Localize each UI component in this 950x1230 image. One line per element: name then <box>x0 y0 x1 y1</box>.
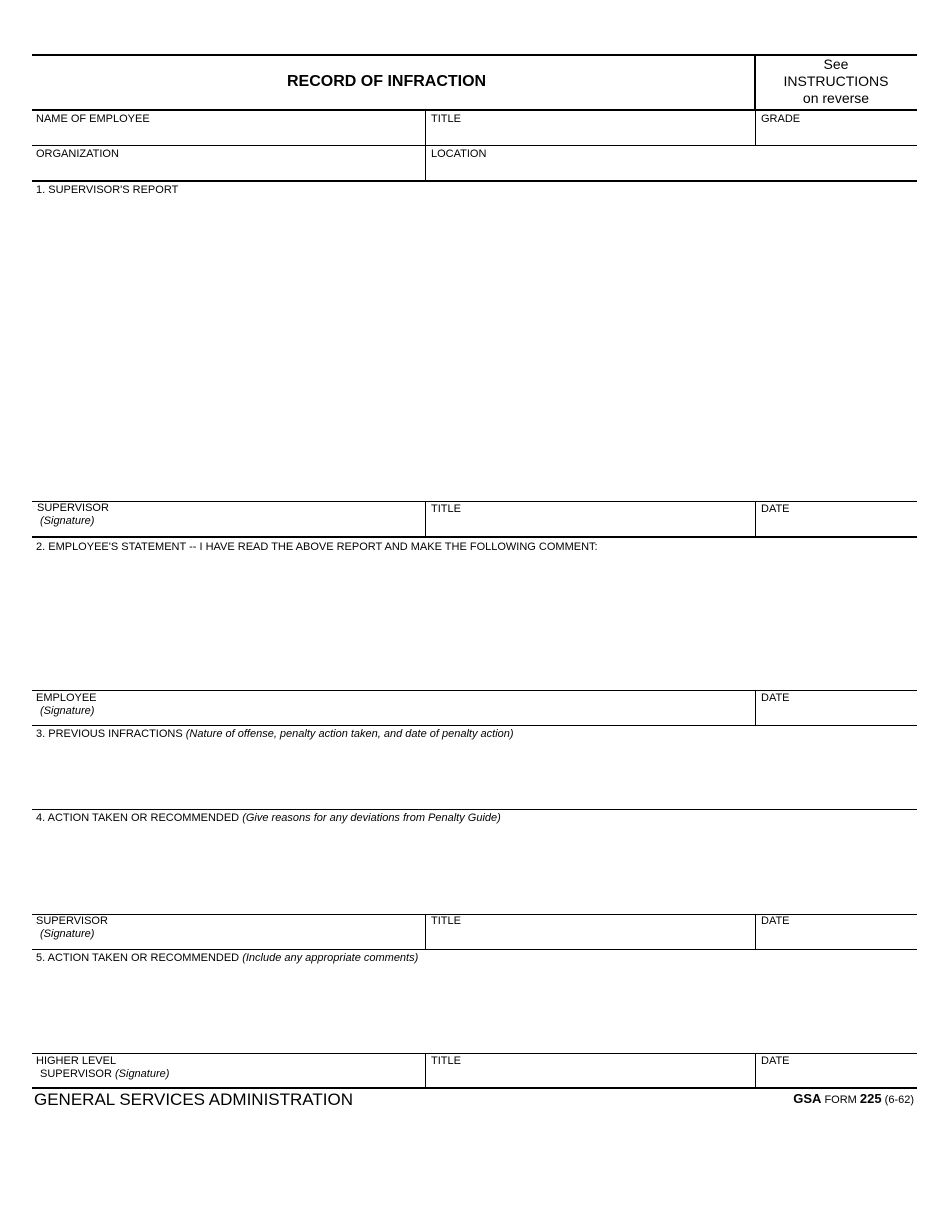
section1-heading: 1. SUPERVISOR'S REPORT <box>36 184 179 196</box>
higher-level-action-textarea[interactable] <box>33 966 916 1052</box>
section5-note: (Include any appropriate comments) <box>242 952 419 964</box>
supervisor-date-label: DATE <box>761 503 790 515</box>
supervisor-title-label: TITLE <box>431 503 461 515</box>
section3-note: (Nature of offense, penalty action taken, and date of penalty action) <box>185 728 514 740</box>
organization-label: ORGANIZATION <box>36 148 119 160</box>
section4-supervisor-signature-field[interactable] <box>33 915 424 949</box>
section5-date-label: DATE <box>761 1055 790 1067</box>
supervisor-date-field[interactable] <box>756 502 916 536</box>
form-title: RECORD OF INFRACTION <box>287 73 487 90</box>
grade-field[interactable] <box>756 111 916 145</box>
higher-level-signature-field[interactable] <box>33 1054 424 1087</box>
section5-title-field[interactable] <box>426 1054 754 1087</box>
previous-infractions-textarea[interactable] <box>33 742 916 808</box>
employee-title-field[interactable] <box>426 111 754 145</box>
higher-level-label: HIGHER LEVEL <box>36 1055 117 1067</box>
section5-date-field[interactable] <box>756 1054 916 1087</box>
grade-label: GRADE <box>761 113 801 125</box>
section4-note: (Give reasons for any deviations from Penalty Guide) <box>242 812 501 824</box>
higher-level-supervisor-label: SUPERVISOR (Signature) <box>40 1068 170 1080</box>
row-divider <box>32 536 917 538</box>
bottom-border <box>32 1087 917 1089</box>
row-divider <box>32 949 917 950</box>
form-number: GSA FORM 225 (6-62) <box>793 1091 914 1106</box>
employee-title-label: TITLE <box>431 113 461 125</box>
section4-date-field[interactable] <box>756 915 916 949</box>
supervisor-signature-field[interactable] <box>33 502 424 536</box>
employee-date-label: DATE <box>761 692 790 704</box>
agency-name: GENERAL SERVICES ADMINISTRATION <box>34 1090 353 1109</box>
supervisor-label: SUPERVISOR <box>36 915 108 927</box>
section5-title-label: TITLE <box>431 1055 461 1067</box>
signature-label: (Signature) <box>40 515 95 527</box>
see-instructions-note: See INSTRUCTIONS on reverse <box>783 56 889 106</box>
employee-label: EMPLOYEE <box>36 692 97 704</box>
action-taken-textarea[interactable] <box>33 826 916 913</box>
section5-heading: 5. ACTION TAKEN OR RECOMMENDED (Include any appropriate comments) <box>36 952 419 964</box>
row-divider <box>32 809 917 810</box>
section3-heading: 3. PREVIOUS INFRACTIONS (Nature of offense, penalty action taken, and date of penalty action) <box>36 728 514 740</box>
section4-title-label: TITLE <box>431 915 461 927</box>
employee-date-field[interactable] <box>756 691 916 725</box>
row-divider <box>32 725 917 726</box>
section2-heading: 2. EMPLOYEE'S STATEMENT -- I HAVE READ THE ABOVE REPORT AND MAKE THE FOLLOWING COMMENT: <box>36 541 598 553</box>
location-label: LOCATION <box>431 148 487 160</box>
name-of-employee-field[interactable] <box>33 111 424 145</box>
name-of-employee-label: NAME OF EMPLOYEE <box>36 113 150 125</box>
supervisor-label: SUPERVISOR <box>37 502 109 514</box>
employee-statement-textarea[interactable] <box>33 556 916 689</box>
row-divider <box>32 180 917 182</box>
employee-signature-field[interactable] <box>33 691 754 725</box>
section4-heading: 4. ACTION TAKEN OR RECOMMENDED (Give reasons for any deviations from Penalty Guide) <box>36 812 501 824</box>
signature-label: (Signature) <box>40 705 95 717</box>
location-field[interactable] <box>426 146 916 180</box>
section4-title-field[interactable] <box>426 915 754 949</box>
supervisor-title-field[interactable] <box>426 502 754 536</box>
organization-field[interactable] <box>33 146 424 180</box>
signature-label: (Signature) <box>40 928 95 940</box>
supervisor-report-textarea[interactable] <box>33 198 916 500</box>
section4-date-label: DATE <box>761 915 790 927</box>
signature-label: (Signature) <box>115 1068 170 1080</box>
